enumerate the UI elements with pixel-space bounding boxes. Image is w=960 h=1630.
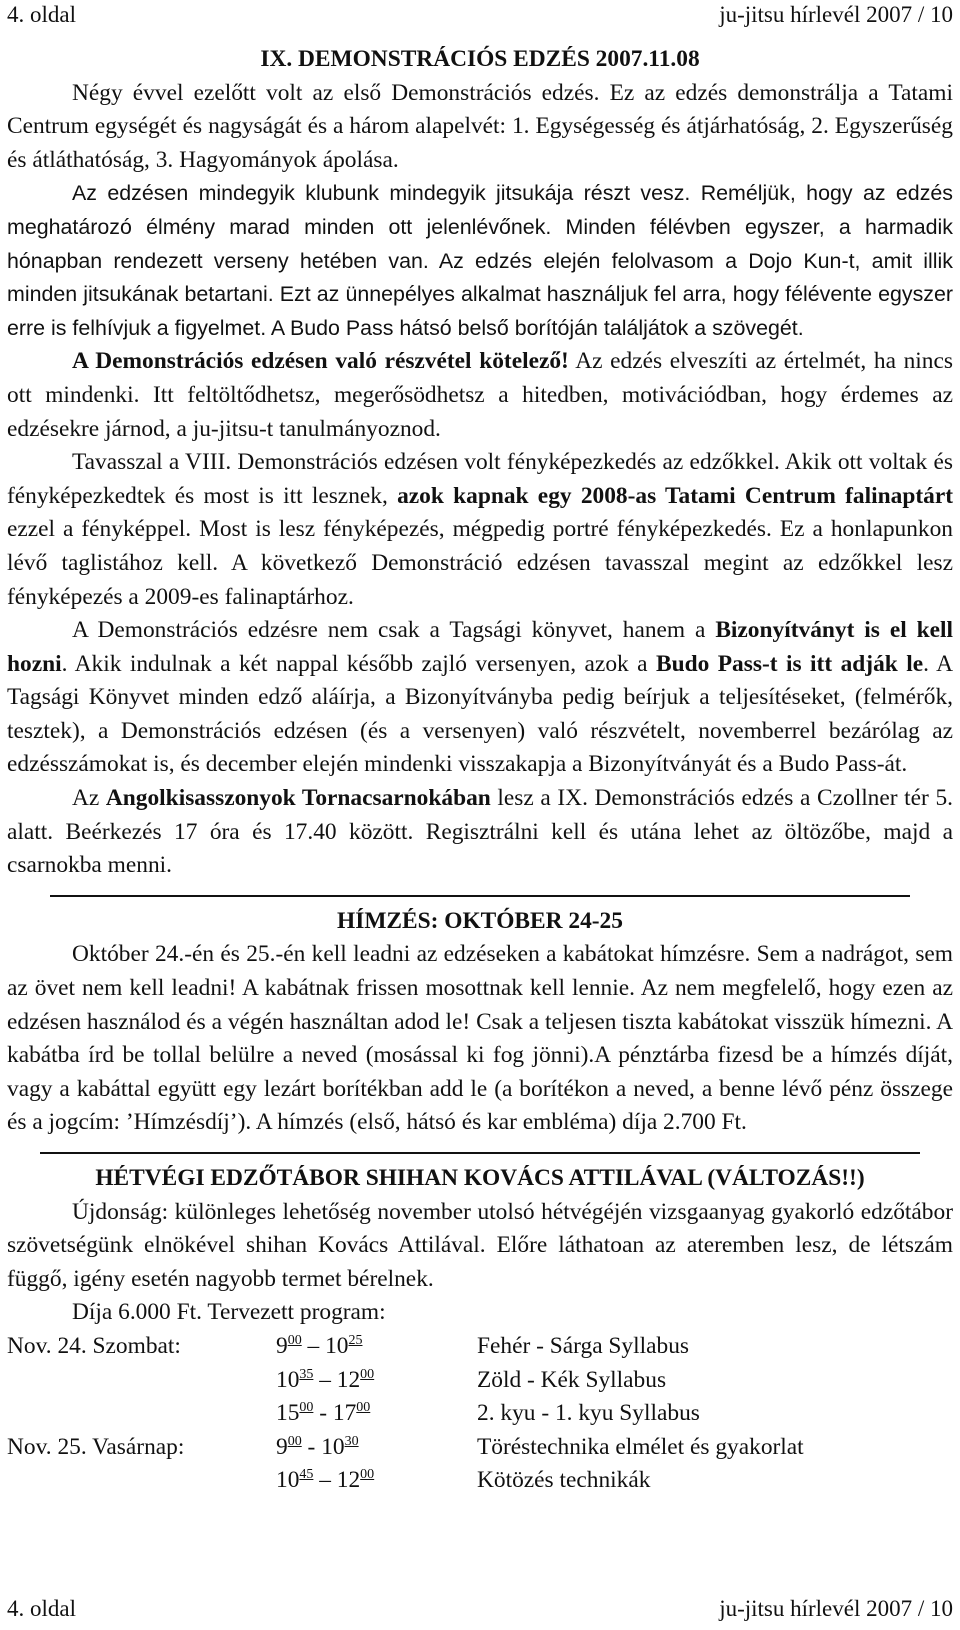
paragraph: Az edzésen mindegyik klubunk mindegyik jitsukája részt vesz. Reméljük, hogy az edzés meghatározó élmény marad minden ott jelenlévőnek. Minden félévben egyszer, a harmadik hónapban rendezett verseny hetében van. Az edzés elején felolvasom a Dojo Kun-t, amit illik minden jitsukának betartani. Ezt az ünnepélyes alkalmat használjuk fel arra, hogy félévente egyszer erre is felhívjuk a figyelmet. A Budo Pass hátsó belső borítóján találjátok a szövegét. xyxy=(7,181,953,340)
schedule-time xyxy=(276,1467,374,1494)
page-content xyxy=(7,44,953,1498)
text: . A Tagsági Könyvet minden edző aláírja, a Bizonyítványba pedig beírjuk a teljesítéseket, (felmérők, tesztek), a Demonstrációs edzésen (és a versenyen) való részvételt, novemberrel bezárólag az edzésszámokat is, és december elején mindenki visszakapja a Bizonyítványát és a Budo Pass-át. xyxy=(7,650,954,778)
time-minutes: 00 xyxy=(356,1400,371,1416)
page-footer xyxy=(7,1596,953,1622)
time-minutes: 00 xyxy=(287,1332,302,1348)
time-separator: - xyxy=(301,1433,322,1460)
schedule-time xyxy=(276,1434,359,1461)
bold-text: Budo Pass-t is itt adják le xyxy=(656,650,924,677)
time-minutes: 30 xyxy=(344,1433,359,1449)
text: Az xyxy=(72,785,106,812)
text: lesz a IX. Demonstrációs edzés a Czollner tér 5. alatt. Beérkezés 17 óra és 17.40 között. Regisztrálni kell és utána lehet az öltözőbe, majd a csarnokba menni. xyxy=(7,785,953,879)
bold-text: A Demonstrációs edzésen való részvétel kötelező! xyxy=(72,348,569,375)
time-hours: 10 xyxy=(321,1433,345,1460)
schedule-time xyxy=(276,1333,362,1360)
time-separator: – xyxy=(313,1467,337,1494)
newsletter-issue: ju-jitsu hírlevél 2007 / 10 xyxy=(719,2,953,27)
schedule-topic: Töréstechnika elmélet és gyakorlat xyxy=(477,1433,804,1460)
divider xyxy=(50,895,910,897)
schedule-day: Nov. 25. Vasárnap: xyxy=(7,1433,185,1460)
schedule-time xyxy=(276,1400,370,1427)
page-number: 4. oldal xyxy=(7,1596,76,1621)
bold-text: azok kapnak egy 2008-as Tatami Centrum falinaptárt xyxy=(397,482,953,509)
bold-text: Angolkisasszonyok Tornacsarnokában xyxy=(105,785,491,812)
time-minutes: 00 xyxy=(360,1366,375,1382)
bold-text: Bizonyítványt is el kell hozni xyxy=(7,617,953,677)
time-minutes: 00 xyxy=(299,1400,314,1416)
paragraph xyxy=(7,614,953,782)
paragraph: Október 24.-én és 25.-én kell leadni az edzéseken a kabátokat hímzésre. Sem a nadrágot, sem az övet nem kell leadni! A kabátnak frissen mosottnak kell lennie. Az nem megfelelő, hogy ezen az edzésen használod és a végén használtan adod le! Csak a teljesen tiszta kabátokat visszük hímezni. A kabátba írd be tollal belülre a neved (mosással ki fog jönni).A pénztárba fizesd be a hímzés díját, vagy a kabáttal együtt egy lezárt borítékban add le (a borítékon a neved, a benne lévő pénz összege és a jogcím: ’Hímzésdíj’). A hímzés (első, hátsó és kar embléma) díja 2.700 Ft. xyxy=(7,941,953,1136)
schedule-row xyxy=(7,1464,953,1498)
time-minutes: 45 xyxy=(299,1467,314,1483)
time-minutes: 25 xyxy=(348,1332,363,1348)
time-hours: 17 xyxy=(332,1400,357,1427)
schedule-topic: Fehér - Sárga Syllabus xyxy=(477,1332,690,1359)
time-separator: – xyxy=(313,1366,337,1393)
section-title-demonstration: IX. DEMONSTRÁCIÓS EDZÉS 2007.11.08 xyxy=(260,46,700,72)
time-hours: 10 xyxy=(276,1366,300,1393)
schedule-time xyxy=(276,1367,374,1394)
section-title-embroidery: HÍMZÉS: OKTÓBER 24-25 xyxy=(337,907,623,934)
text: . Akik indulnak a két nappal később zajló versenyen, azok a xyxy=(61,650,656,677)
newsletter-issue: ju-jitsu hírlevél 2007 / 10 xyxy=(719,1596,953,1621)
time-hours: 10 xyxy=(325,1332,349,1359)
text: Az edzés elveszíti az értelmét, ha nincs ott mindenki. Itt feltöltődhetsz, megerősödhetsz a hitedben, motivációdban, hogy érdemes az edzésekre járnod, a ju-jitsu-t tanulmányoznod. xyxy=(7,348,953,442)
schedule-topic: 2. kyu - 1. kyu Syllabus xyxy=(477,1400,700,1427)
time-separator: - xyxy=(313,1400,333,1427)
schedule-row xyxy=(7,1330,953,1364)
time-hours: 9 xyxy=(276,1332,288,1359)
time-hours: 12 xyxy=(336,1467,361,1494)
divider xyxy=(40,1152,920,1154)
paragraph: Újdonság: különleges lehetőség november utolsó hétvégéjén vizsgaanyag gyakorló edzőtábor szövetségünk elnökével shihan Kovács Attilával. Előre láthatoan az ateremben lesz, de létszám függő, igény esetén nagyobb termet bérelnek. xyxy=(7,1198,953,1292)
schedule-table xyxy=(7,1330,953,1498)
paragraph: Négy évvel ezelőtt volt az első Demonstrációs edzés. Ez az edzés demonstrálja a Tatami Centrum egységét és nagyságát és a három alapelvét: 1. Egységesség és átjárhatóság, 2. Egyszerűség és átláthatóság, 3. Hagyományok ápolása. xyxy=(7,79,953,173)
text: ezzel a fényképpel. Most is lesz fényképezés, mégpedig portré fényképezkedés. Ez a honlapunkon lévő taglistához kell. A következő Demonstráció edzésen tavasszal megint az edzőkkel lesz fényképezés a 2009-es falinaptárhoz. xyxy=(7,516,953,610)
paragraph xyxy=(7,782,953,883)
paragraph xyxy=(7,345,953,446)
text: Tavasszal a VIII. Demonstrációs edzésen volt fényképezkedés az edzőkkel. Akik ott voltak és fényképezkedtek és most is itt lesznek, xyxy=(7,449,953,509)
schedule-topic: Zöld - Kék Syllabus xyxy=(477,1366,667,1393)
paragraph: Díja 6.000 Ft. Tervezett program: xyxy=(72,1299,386,1326)
schedule-row xyxy=(7,1397,953,1431)
time-hours: 15 xyxy=(276,1400,300,1427)
time-minutes: 00 xyxy=(360,1467,375,1483)
page-header xyxy=(7,2,953,28)
page-number: 4. oldal xyxy=(7,2,76,27)
time-minutes: 00 xyxy=(287,1433,302,1449)
time-minutes: 35 xyxy=(299,1366,314,1382)
time-separator: – xyxy=(301,1332,326,1359)
schedule-row xyxy=(7,1364,953,1398)
schedule-topic: Kötözés technikák xyxy=(477,1467,651,1494)
time-hours: 9 xyxy=(276,1433,288,1460)
schedule-row xyxy=(7,1431,953,1465)
schedule-day: Nov. 24. Szombat: xyxy=(7,1332,181,1359)
time-hours: 12 xyxy=(336,1366,361,1393)
text: A Demonstrációs edzésre nem csak a Tagsági könyvet, hanem a xyxy=(72,617,716,644)
time-hours: 10 xyxy=(276,1467,300,1494)
paragraph xyxy=(7,446,953,614)
section-title-camp: HÉTVÉGI EDZŐTÁBOR SHIHAN KOVÁCS ATTILÁVAL (VÁLTOZÁS!!) xyxy=(95,1165,865,1191)
